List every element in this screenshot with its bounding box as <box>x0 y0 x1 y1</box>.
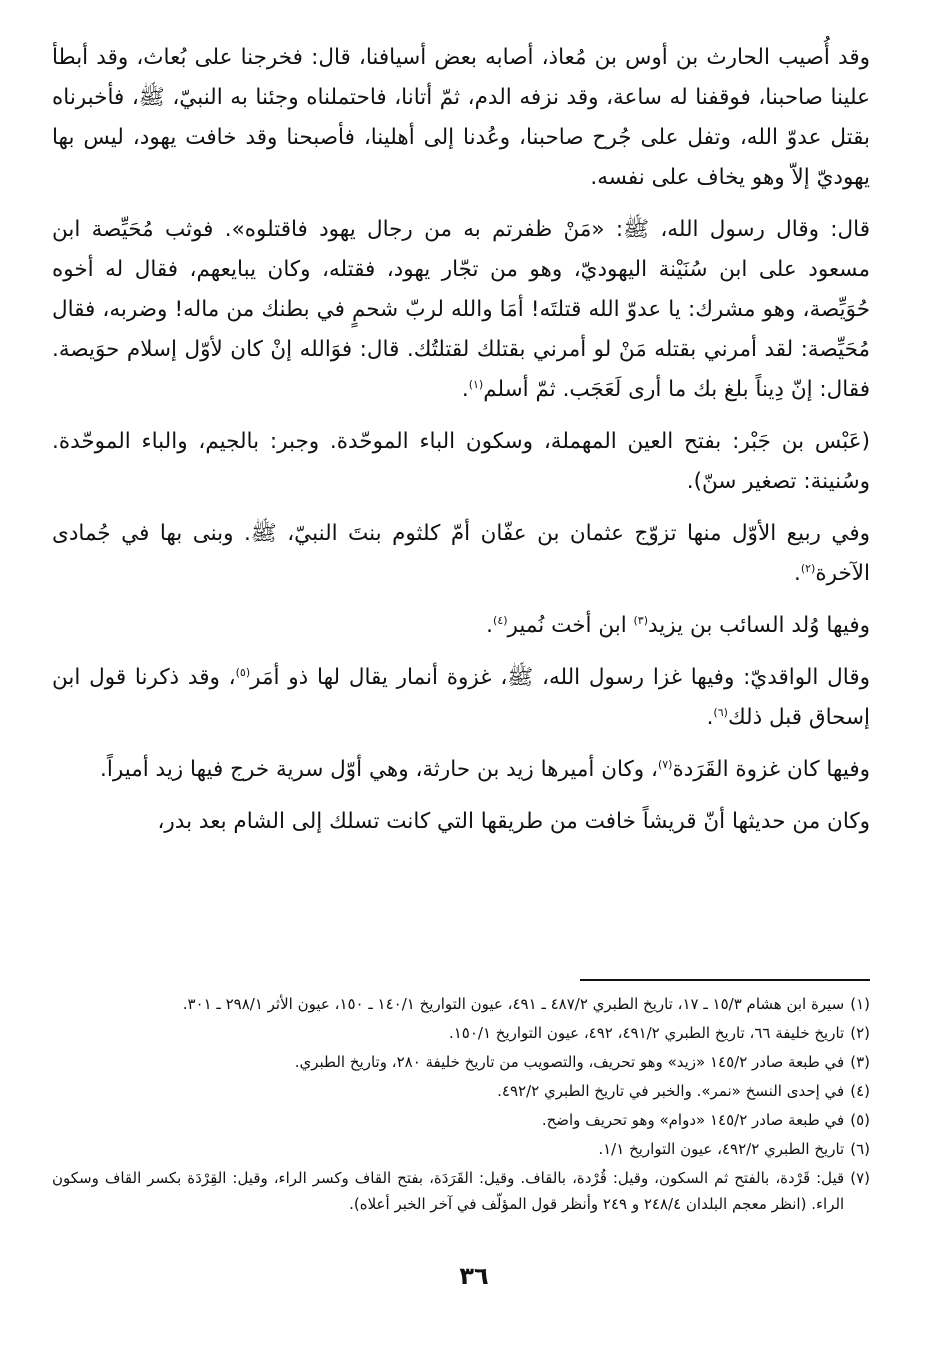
footnote-marker: (٥) <box>235 665 251 679</box>
punctuation: . <box>461 377 469 402</box>
footnote-text: في طبعة صادر ١٤٥/٢ «دوام» وهو تحريف واضح. <box>541 1111 845 1129</box>
text-line: قال: وقال رسول الله، ﷺ: «مَنْ ظفرتم به من رجال يهود فاقتلوه». فوثب مُحَيِّصة <box>91 217 870 242</box>
text-line: وفي ربيع الأوّل منها تزوّج عثمان بن عفّان أمّ كلثوم بنتَ النبيّ، ﷺ. وبنى بها في <box>121 521 870 546</box>
footnote-marker: (٢) <box>800 561 816 575</box>
book-page <box>52 38 870 1370</box>
text-line: وقد أُصيب الحارث بن أوس بن مُعاذ، أصابه بعض أسيافنا، قال: فخرجنا على <box>194 45 870 70</box>
footnote-text: في إحدى النسخ «نمر». والخبر في تاريخ الطبري ٤٩٢/٢. <box>497 1082 845 1100</box>
footnote-marker: (١) <box>468 377 484 391</box>
footnote-text: تاريخ الطبري ٤٩٢/٢، عيون التواريخ ١/١. <box>598 1140 845 1158</box>
footnote-text: سيرة ابن هشام ١٥/٣ ـ ١٧، تاريخ الطبري ٤٨٧/٢ ـ ٤٩١، عيون التواريخ ١٤٠/١ ـ ١٥٠، عيون الأثر ٢٩٨/١ ـ ٣٠١. <box>182 995 845 1013</box>
footnote-marker: (٣) <box>633 613 649 627</box>
text-line: (عَبْس بن جَبْر: بفتح العين المهملة، وسكون الباء الموحّدة. وجبر: بالجيم، <box>198 429 870 454</box>
footnote-item <box>52 991 870 1017</box>
text-segment: ، وكان أميرها زيد بن حارثة، وهي أوّل سرية خرج فيها زيد أميراً. <box>100 757 658 782</box>
text-segment: وفيها كان غزوة القَرَدة <box>672 757 870 782</box>
footnote-item <box>52 1136 870 1162</box>
footnote-text: تاريخ خليفة ٦٦، تاريخ الطبري ٤٩١/٢، ٤٩٢، عيون التواريخ ١٥٠/١. <box>448 1024 845 1042</box>
text-line: ابن مسعود على ابن سُنَيْنة اليهوديّ، وهو من تجّار يهود، فقتله، وكان يبايعهم، فقال له <box>52 217 870 282</box>
text-segment: وكان من حديثها أنّ قريشاً خافت من طريقها التي كانت تسلك إلى الشام بعد بدر، <box>157 809 870 834</box>
text-segment: . <box>706 705 714 730</box>
footnote-number: (٧) <box>850 1169 870 1187</box>
footnote-separator-line <box>580 979 870 981</box>
footnote-marker: (٧) <box>657 757 673 771</box>
text-line: به النبيّ، ﷺ، فأخبرناه بقتل عدوّ الله، وتفل على جُرح صاحبنا، وعُدنا إلى أهلينا، <box>52 85 870 150</box>
paragraph <box>52 802 870 842</box>
text-line: فأصبحنا وقد خافت يهود، ليس بها يهوديّ إلاّ وهو يخاف على نفسه. <box>52 125 870 190</box>
footnote-number: (٦) <box>850 1140 870 1158</box>
footnote-item <box>52 1078 870 1104</box>
footnote-item <box>52 1165 870 1217</box>
footnote-number: (١) <box>850 995 870 1013</box>
footnote-marker: (٤) <box>493 613 508 627</box>
text-segment: وفيها وُلد السائب بن يزيد <box>648 613 870 638</box>
text-line: وضربه، فقال مُحَيِّصة: لقد أمرني بقتله مَنْ لو أمرني بقتلك لقتلتُك. قال: فوَالله إنْ كان <box>52 297 870 362</box>
paragraph <box>52 658 870 738</box>
footnote-number: (٣) <box>850 1053 870 1071</box>
footnote-text: قيل: قَرْدة، بالفتح ثم السكون، وقيل: قُرْدة، بالقاف. وقيل: القَرَدَة، بفتح القاف وكسر الراء، وقيل: القِرْدَة بكسر القاف وسكون الراء. (انظر معجم البلدان ٢٤٨/٤ و ٢٤٩ وأنظر قول المؤلّف في آخر الخبر أعلاه). <box>52 1169 845 1213</box>
text-line: أخوه حُوَيِّصة، وهو مشرك: يا عدوّ الله قتلتَه! أمَا والله لربّ شحمٍ في بطنك من ماله! <box>52 257 870 322</box>
text-segment: . <box>486 613 494 638</box>
text-segment: ابن أخت نُمير <box>507 613 634 638</box>
paragraph <box>52 422 870 502</box>
text-line: جُمادى الآخرة <box>52 521 870 586</box>
paragraph <box>52 514 870 594</box>
page-number: ٣٦ <box>459 1262 489 1290</box>
punctuation: . <box>793 561 801 586</box>
paragraph <box>52 750 870 790</box>
paragraph <box>52 210 870 410</box>
footnote-number: (٢) <box>850 1024 870 1042</box>
text-segment: ، وقد ذكرنا قول ابن إسحاق قبل ذلك <box>52 665 870 730</box>
footnote-number: (٥) <box>850 1111 870 1129</box>
paragraph <box>52 38 870 198</box>
text-segment: وقال الواقديّ: وفيها غزا رسول الله، ﷺ، غزوة أنمار يقال لها ذو أمَر <box>250 665 870 690</box>
text-line: والباء الموحّدة. وسُنينة: تصغير سنّ). <box>52 429 870 494</box>
main-text <box>52 38 870 842</box>
footnote-item <box>52 1049 870 1075</box>
footnote-number: (٤) <box>850 1082 870 1100</box>
paragraph <box>52 606 870 646</box>
text-line: بُعاث، وقد أبطأ علينا صاحبنا، فوقفنا له ساعة، وقد نزفه الدم، ثمّ أتانا، فاحتملناه وجئنا <box>52 45 870 110</box>
footnotes <box>52 991 870 1220</box>
footnote-item <box>52 1107 870 1133</box>
footnote-item <box>52 1020 870 1046</box>
footnote-marker: (٦) <box>713 705 728 719</box>
footnote-text: في طبعة صادر ١٤٥/٢ «زيد» وهو تحريف، والتصويب من تاريخ خليفة ٢٨٠، وتاريخ الطبري. <box>294 1053 845 1071</box>
text-line: لأوّل إسلام حوَيصة. فقال: إنّ دِيناً بلغ بك ما أرى لَعَجَب. ثمّ أسلم <box>52 337 870 402</box>
